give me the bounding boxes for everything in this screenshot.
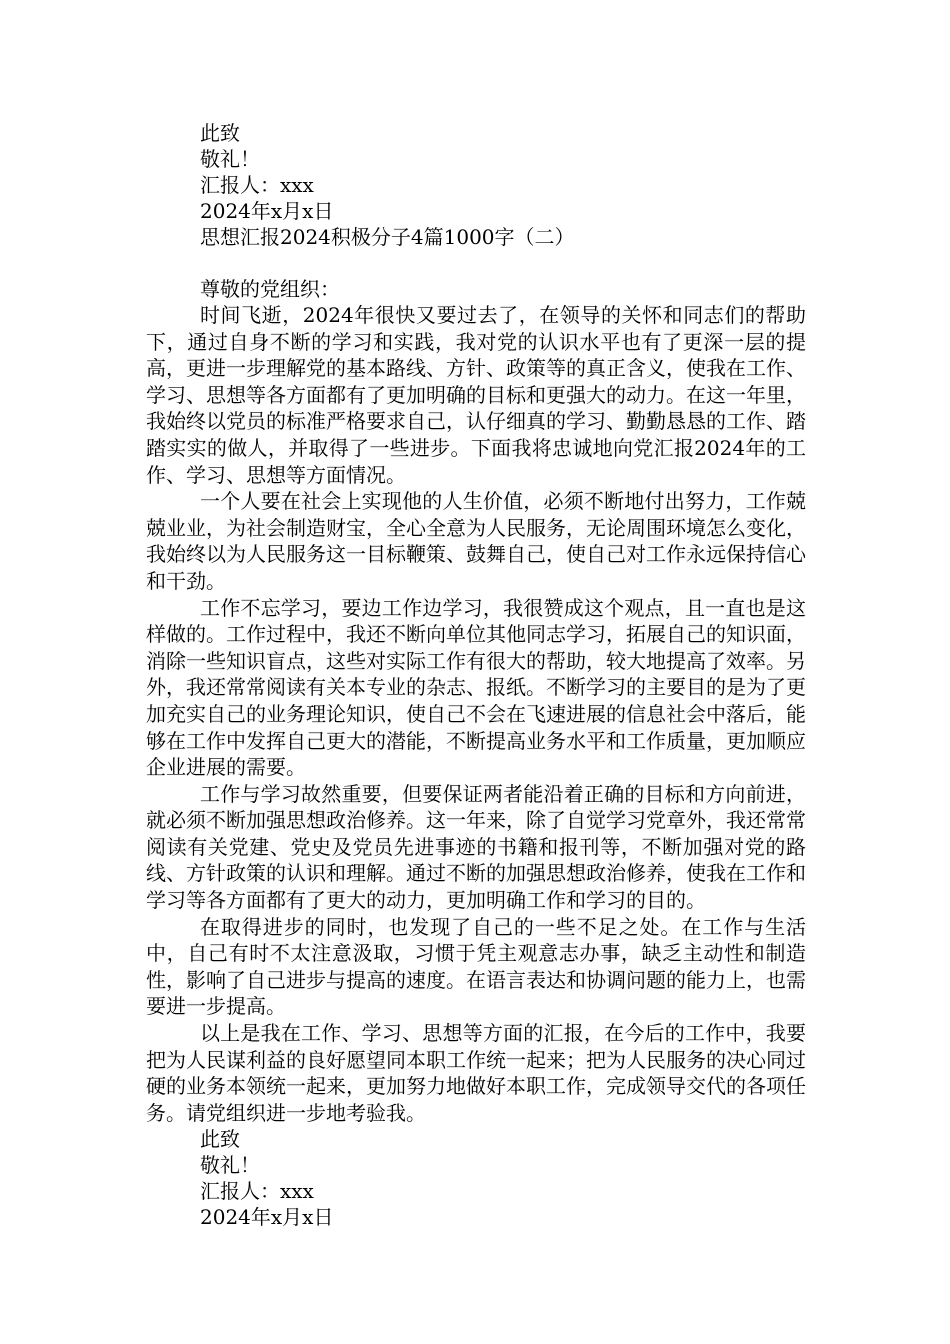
closing-regards: 敬礼！: [200, 1153, 260, 1178]
reporter-name: 汇报人：xxx: [200, 1179, 314, 1204]
body-paragraph: 在取得进步的同时，也发现了自己的一些不足之处。在工作与生活中，自己有时不太注意汲取，习惯于凭主观意志办事，缺乏主动性和制造性，影响了自己进步与提高的速度。在语言表达和协调问题的能力上，也需要进一步提高。: [146, 914, 806, 1019]
blank-line: [146, 250, 806, 276]
report-date: 2024年x月x日: [200, 199, 334, 223]
body-paragraph: 工作与学习故然重要，但要保证两者能沿着正确的目标和方向前进，就必须不断加强思想政治修养。这一年来，除了自觉学习党章外，我还常常阅读有关党建、党史及党员先进事迹的书籍和报刊等，不断加强对党的路线、方针政策的认识和理解。通过不断的加强思想政治修养，使我在工作和学习等各方面都有了更大的动力，更加明确工作和学习的目的。: [146, 781, 806, 913]
body-paragraph: 一个人要在社会上实现他的人生价值，必须不断地付出努力，工作兢兢业业，为社会制造财宝，全心全意为人民服务，无论周围环境怎么变化，我始终以为人民服务这一目标鞭策、鼓舞自己，使自己对工作永远保持信心和干劲。: [146, 489, 806, 593]
body-paragraph: 时间飞逝，2024年很快又要过去了，在领导的关怀和同志们的帮助下，通过自身不断的学习和实践，我对党的认识水平也有了更深一层的提高，更进一步理解党的基本路线、方针、政策等的真正含义，使我在工作、学习、思想等各方面都有了更加明确的目标和更强大的动力。在这一年里，我始终以党员的标准严格要求自己，认仔细真的学习、勤勤恳恳的工作、踏踏实实的做人，并取得了一些进步。下面我将忠诚地向党汇报2024年的工作、学习、思想等方面情况。: [146, 303, 806, 487]
body-paragraph: 工作不忘学习，要边工作边学习，我很赞成这个观点，且一直也是这样做的。工作过程中，我还不断向单位其他同志学习，拓展自己的知识面，消除一些知识盲点，这些对实际工作有很大的帮助，较大地提高了效率。另外，我还常常阅读有关本专业的杂志、报纸。不断学习的主要目的是为了更加充实自己的业务理论知识，使自己不会在飞速进展的信息社会中落后，能够在工作中发挥自己更大的潜能，不断提高业务水平和工作质量，更加顺应企业进展的需要。: [146, 595, 806, 780]
body-paragraph: 以上是我在工作、学习、思想等方面的汇报，在今后的工作中，我要把为人民谋利益的良好愿望同本职工作统一起来；把为人民服务的决心同过硬的业务本领统一起来，更加努力地做好本职工作，完成领导交代的各项任务。请党组织进一步地考验我。: [146, 1021, 806, 1125]
greeting: 尊敬的党组织：: [200, 277, 340, 301]
closing-salutation: 此致: [200, 121, 240, 145]
document-page: [146, 120, 806, 1230]
closing-salutation: 此致: [200, 1127, 240, 1152]
closing-regards: 敬礼！: [200, 147, 260, 171]
report-date: 2024年x月x日: [200, 1205, 334, 1230]
reporter-name: 汇报人：xxx: [200, 173, 314, 197]
document-title: 思想汇报2024积极分子4篇1000字（二）: [200, 225, 575, 249]
